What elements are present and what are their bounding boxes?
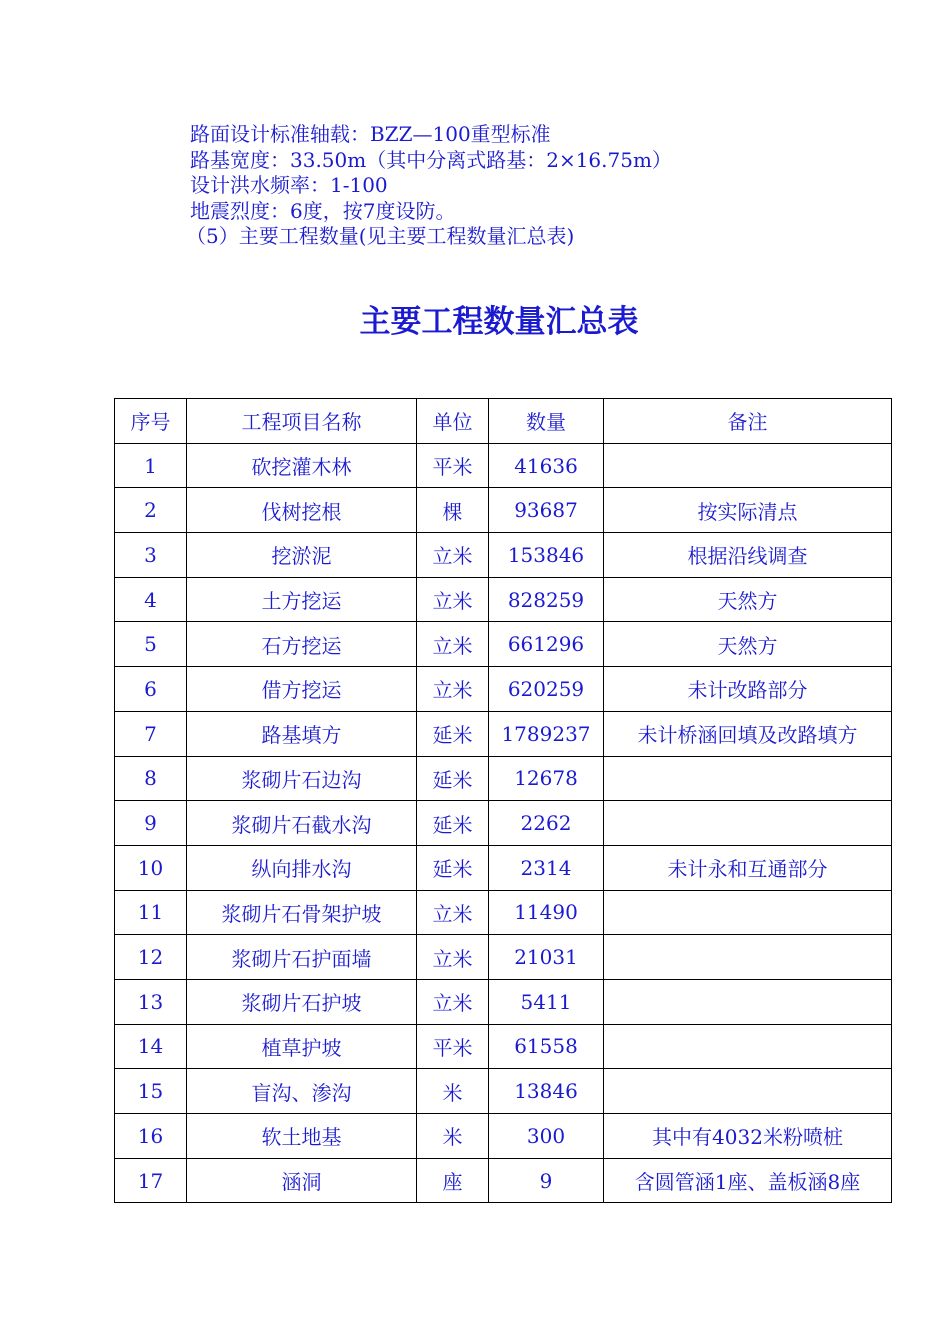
cell-quantity: 153846 xyxy=(489,533,604,578)
cell-remarks: 天然方 xyxy=(604,622,892,667)
cell-index: 1 xyxy=(115,443,187,488)
cell-remarks xyxy=(604,1024,892,1069)
table-row xyxy=(115,622,892,667)
cell-unit: 平米 xyxy=(417,443,489,488)
table-row xyxy=(115,443,892,488)
quantity-summary-table xyxy=(114,398,892,1203)
table-row xyxy=(115,667,892,712)
cell-item-name: 砍挖灌木林 xyxy=(187,443,417,488)
cell-quantity: 11490 xyxy=(489,890,604,935)
cell-unit: 立米 xyxy=(417,890,489,935)
intro-line-axle-load: 路面设计标准轴载：BZZ—100重型标准 xyxy=(190,122,551,146)
cell-item-name: 浆砌片石骨架护坡 xyxy=(187,890,417,935)
cell-unit: 平米 xyxy=(417,1024,489,1069)
cell-quantity: 12678 xyxy=(489,756,604,801)
cell-index: 12 xyxy=(115,935,187,980)
cell-index: 11 xyxy=(115,890,187,935)
cell-item-name: 软土地基 xyxy=(187,1114,417,1159)
cell-index: 9 xyxy=(115,801,187,846)
cell-index: 6 xyxy=(115,667,187,712)
cell-item-name: 植草护坡 xyxy=(187,1024,417,1069)
cell-remarks: 天然方 xyxy=(604,577,892,622)
cell-index: 3 xyxy=(115,533,187,578)
cell-quantity: 620259 xyxy=(489,667,604,712)
cell-item-name: 土方挖运 xyxy=(187,577,417,622)
table-row xyxy=(115,801,892,846)
cell-unit: 座 xyxy=(417,1158,489,1203)
cell-unit: 延米 xyxy=(417,711,489,756)
cell-quantity: 13846 xyxy=(489,1069,604,1114)
cell-remarks: 根据沿线调查 xyxy=(604,533,892,578)
cell-item-name: 浆砌片石护面墙 xyxy=(187,935,417,980)
cell-item-name: 挖淤泥 xyxy=(187,533,417,578)
table-row xyxy=(115,935,892,980)
cell-quantity: 21031 xyxy=(489,935,604,980)
table-row xyxy=(115,890,892,935)
cell-item-name: 浆砌片石边沟 xyxy=(187,756,417,801)
cell-remarks: 其中有4032米粉喷桩 xyxy=(604,1114,892,1159)
intro-paragraph xyxy=(186,122,672,250)
header-cell-quantity: 数量 xyxy=(489,399,604,444)
cell-remarks: 未计桥涵回填及改路填方 xyxy=(604,711,892,756)
table-row xyxy=(115,533,892,578)
cell-remarks xyxy=(604,801,892,846)
table-row xyxy=(115,711,892,756)
table-row xyxy=(115,979,892,1024)
cell-quantity: 828259 xyxy=(489,577,604,622)
intro-line-quantity-reference: （5）主要工程数量(见主要工程数量汇总表) xyxy=(186,224,575,248)
cell-index: 8 xyxy=(115,756,187,801)
header-cell-unit: 单位 xyxy=(417,399,489,444)
table-row xyxy=(115,488,892,533)
cell-remarks xyxy=(604,935,892,980)
cell-unit: 延米 xyxy=(417,801,489,846)
cell-quantity: 9 xyxy=(489,1158,604,1203)
cell-remarks: 按实际清点 xyxy=(604,488,892,533)
cell-item-name: 路基填方 xyxy=(187,711,417,756)
cell-unit: 米 xyxy=(417,1114,489,1159)
cell-quantity: 2314 xyxy=(489,845,604,890)
intro-line-seismic-intensity: 地震烈度：6度，按7度设防。 xyxy=(190,198,456,223)
cell-quantity: 300 xyxy=(489,1114,604,1159)
cell-unit: 立米 xyxy=(417,533,489,578)
cell-quantity: 93687 xyxy=(489,488,604,533)
header-cell-remarks: 备注 xyxy=(604,399,892,444)
cell-remarks: 未计永和互通部分 xyxy=(604,845,892,890)
table-header-row xyxy=(115,399,892,444)
cell-remarks: 未计改路部分 xyxy=(604,667,892,712)
cell-unit: 立米 xyxy=(417,622,489,667)
cell-item-name: 纵向排水沟 xyxy=(187,845,417,890)
cell-unit: 米 xyxy=(417,1069,489,1114)
cell-index: 2 xyxy=(115,488,187,533)
cell-quantity: 41636 xyxy=(489,443,604,488)
cell-unit: 立米 xyxy=(417,979,489,1024)
cell-index: 4 xyxy=(115,577,187,622)
cell-quantity: 61558 xyxy=(489,1024,604,1069)
table-row xyxy=(115,845,892,890)
cell-remarks xyxy=(604,890,892,935)
cell-quantity: 661296 xyxy=(489,622,604,667)
table-row xyxy=(115,1114,892,1159)
cell-unit: 延米 xyxy=(417,845,489,890)
cell-remarks xyxy=(604,979,892,1024)
cell-index: 15 xyxy=(115,1069,187,1114)
cell-quantity: 2262 xyxy=(489,801,604,846)
cell-index: 13 xyxy=(115,979,187,1024)
table-row xyxy=(115,1158,892,1203)
cell-index: 16 xyxy=(115,1114,187,1159)
cell-item-name: 盲沟、渗沟 xyxy=(187,1069,417,1114)
cell-item-name: 浆砌片石护坡 xyxy=(187,979,417,1024)
cell-remarks xyxy=(604,443,892,488)
cell-index: 7 xyxy=(115,711,187,756)
cell-item-name: 浆砌片石截水沟 xyxy=(187,801,417,846)
cell-quantity: 5411 xyxy=(489,979,604,1024)
cell-unit: 棵 xyxy=(417,488,489,533)
header-cell-item-name: 工程项目名称 xyxy=(187,399,417,444)
table-title: 主要工程数量汇总表 xyxy=(359,304,639,340)
cell-index: 17 xyxy=(115,1158,187,1203)
cell-index: 5 xyxy=(115,622,187,667)
intro-line-subgrade-width: 路基宽度：33.50m（其中分离式路基：2×16.75m） xyxy=(190,147,672,172)
cell-item-name: 石方挖运 xyxy=(187,622,417,667)
cell-index: 14 xyxy=(115,1024,187,1069)
cell-unit: 立米 xyxy=(417,577,489,622)
header-cell-index: 序号 xyxy=(115,399,187,444)
table-row xyxy=(115,1069,892,1114)
cell-unit: 延米 xyxy=(417,756,489,801)
cell-index: 10 xyxy=(115,845,187,890)
cell-item-name: 借方挖运 xyxy=(187,667,417,712)
cell-remarks xyxy=(604,756,892,801)
table-row xyxy=(115,1024,892,1069)
cell-unit: 立米 xyxy=(417,935,489,980)
cell-remarks: 含圆管涵1座、盖板涵8座 xyxy=(604,1158,892,1203)
table-row xyxy=(115,577,892,622)
cell-unit: 立米 xyxy=(417,667,489,712)
intro-line-flood-frequency: 设计洪水频率：1-100 xyxy=(190,173,388,197)
cell-remarks xyxy=(604,1069,892,1114)
cell-item-name: 涵洞 xyxy=(187,1158,417,1203)
table-row xyxy=(115,756,892,801)
cell-quantity: 1789237 xyxy=(489,711,604,756)
cell-item-name: 伐树挖根 xyxy=(187,488,417,533)
